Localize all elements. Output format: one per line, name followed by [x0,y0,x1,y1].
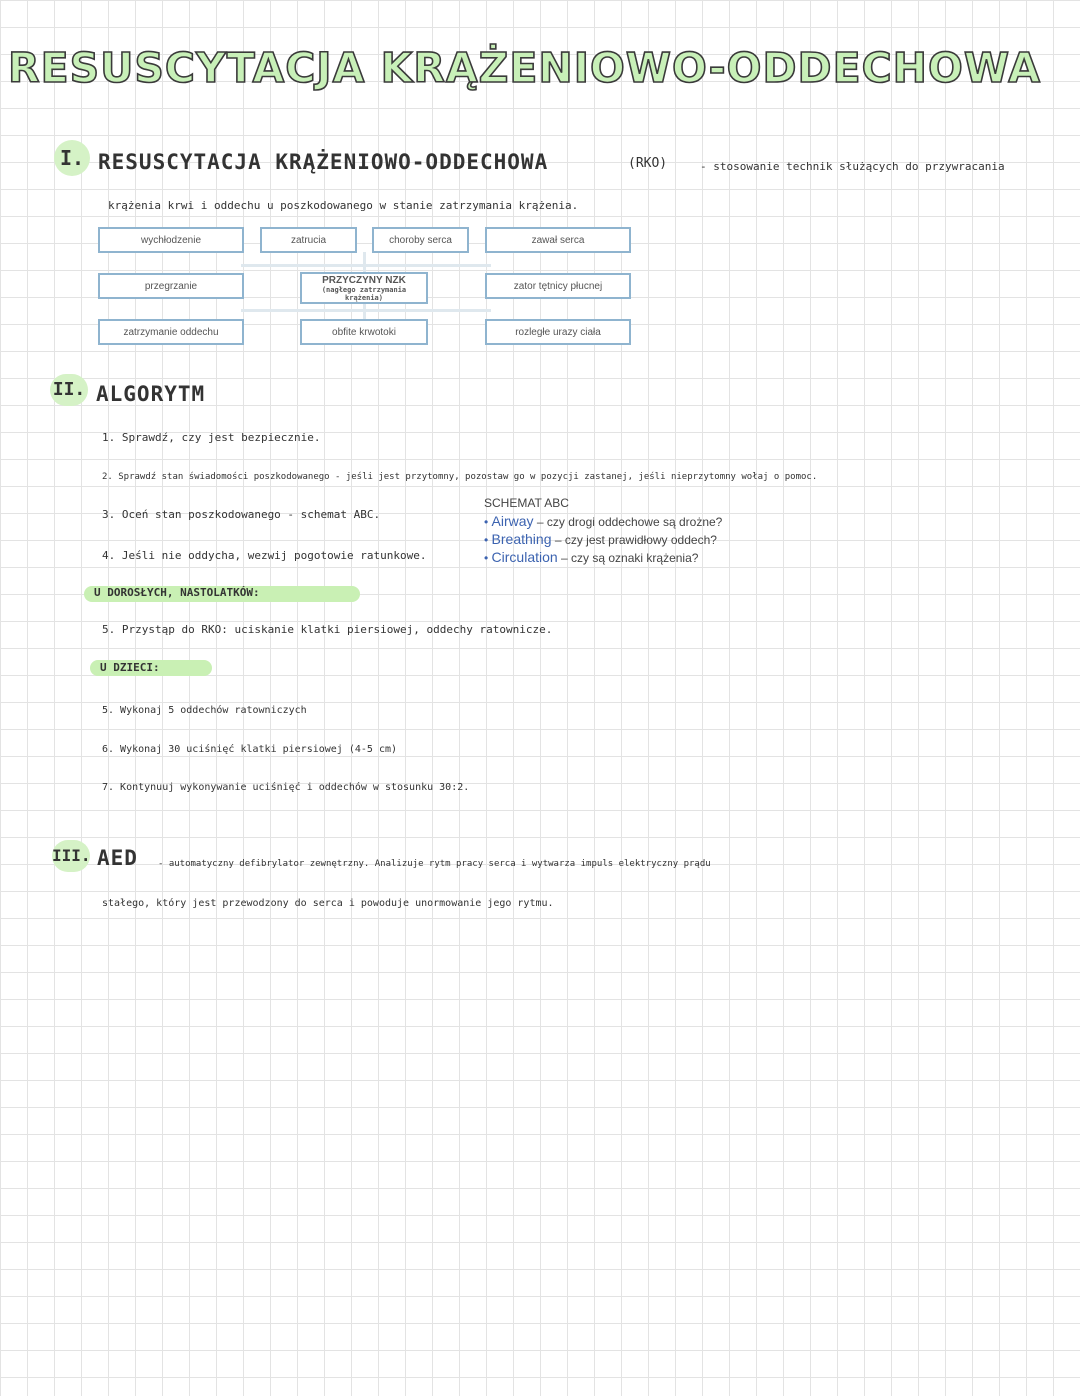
algorithm-step: 7. Kontynuuj wykonywanie uciśnięć i oddechów w stosunku 30:2. [102,782,470,793]
section-1-definition-line1: - stosowanie technik służących do przywracania [700,160,1005,173]
abc-item [484,531,722,547]
algorithm-step: 5. Wykonaj 5 oddechów ratowniczych [102,705,307,716]
section-3-numeral: III. [52,840,90,872]
section-1-numeral: I. [54,140,90,176]
section-2-numeral: II. [50,374,88,406]
section-2 [50,374,88,406]
abc-desc: – czy są oznaki krążenia? [561,551,699,565]
abc-term: Airway [491,513,534,529]
section-3-heading: AED [97,846,138,870]
cause-box: zatrzymanie oddechu [98,319,244,345]
nzk-center-sub: (nagłego zatrzymania krążenia) [321,285,407,302]
section-3 [52,840,90,872]
cause-box: rozległe urazy ciała [485,319,631,345]
abc-item [484,549,722,565]
algorithm-step: 2. Sprawdź stan świadomości poszkodowanego - jeśli jest przytomny, pozostaw go w pozycji zastanej, jeśli nieprzytomny wołaj o pomoc. [102,472,818,482]
algorithm-step: 1. Sprawdź, czy jest bezpiecznie. [102,431,321,444]
abc-item [484,513,722,529]
section-2-heading: ALGORYTM [96,382,206,406]
section-3-definition-line2: stałego, który jest przewodzony do serca i powoduje unormowanie jego rytmu. [102,898,554,909]
nzk-causes-diagram [96,224,636,349]
nzk-center-box [300,272,428,304]
section-1-heading: RESUSCYTACJA KRĄŻENIOWO-ODDECHOWA [98,150,549,174]
section-1-abbr: (RKO) [628,156,668,171]
section-1-definition-line2: krążenia krwi i oddechu u poszkodowanego w stanie zatrzymania krążenia. [108,199,579,212]
cause-box: choroby serca [372,227,469,253]
abc-term: Breathing [491,531,552,547]
algorithm-step: 4. Jeśli nie oddycha, wezwij pogotowie ratunkowe. [102,549,427,562]
section-1 [54,140,90,176]
cause-box: zawał serca [485,227,631,253]
cause-box: zator tętnicy płucnej [485,273,631,299]
abc-desc: – czy jest prawidłowy oddech? [554,533,717,547]
nzk-center-label: PRZYCZYNY NZK [322,274,406,286]
abc-desc: – czy drogi oddechowe są drożne? [536,515,723,529]
bullet-icon: • [484,533,489,547]
cause-box: obfite krwotoki [300,319,428,345]
bullet-icon: • [484,551,489,565]
adults-label: U DOROSŁYCH, NASTOLATKÓW: [94,586,260,599]
abc-schema [484,496,722,565]
section-3-definition-line1: - automatyczny defibrylator zewnętrzny. Analizuje rytm pracy serca i wytwarza impuls elektryczny prądu [158,859,711,869]
cause-box: zatrucia [260,227,357,253]
algorithm-step: 3. Oceń stan poszkodowanego - schemat ABC. [102,508,381,521]
cause-box: wychłodzenie [98,227,244,253]
children-label: U DZIECI: [100,661,160,674]
page-title: RESUSCYTACJA KRĄŻENIOWO-ODDECHOWA [8,44,1041,92]
abc-term: Circulation [491,549,558,565]
algorithm-step: 6. Wykonaj 30 uciśnięć klatki piersiowej (4-5 cm) [102,744,398,755]
algorithm-step: 5. Przystąp do RKO: uciskanie klatki piersiowej, oddechy ratownicze. [102,623,553,636]
abc-title: SCHEMAT ABC [484,496,569,510]
cause-box: przegrzanie [98,273,244,299]
bullet-icon: • [484,515,489,529]
